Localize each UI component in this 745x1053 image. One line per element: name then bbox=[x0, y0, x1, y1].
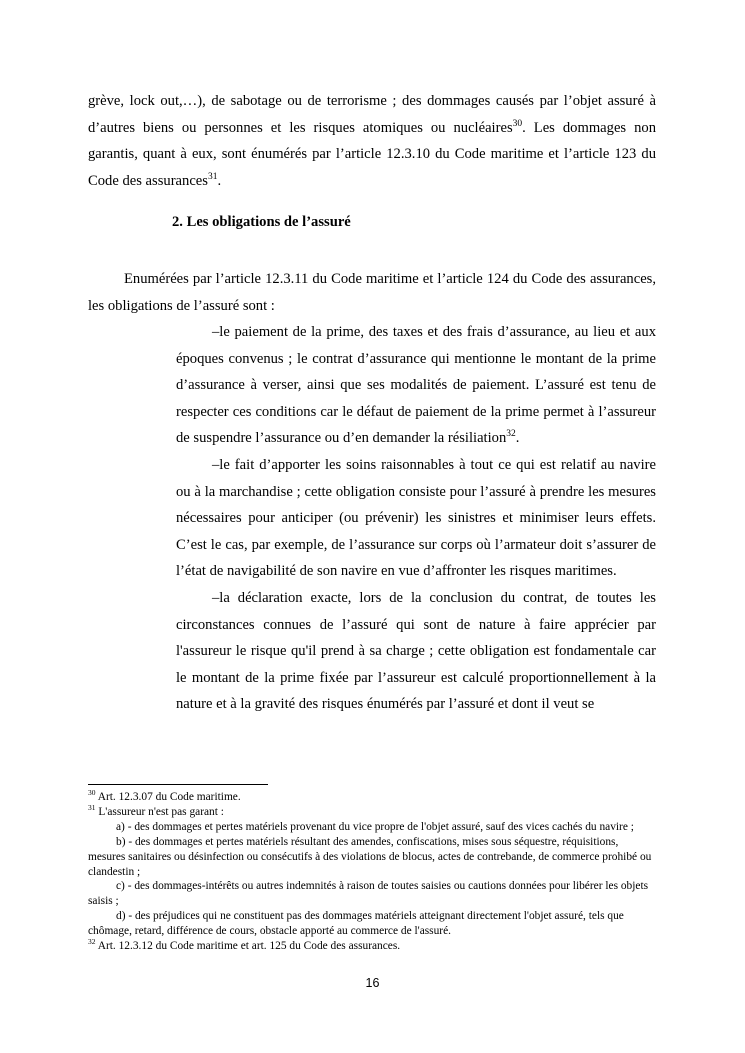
obligation-text: –le paiement de la prime, des taxes et des frais d’assurance, au lieu et aux époques convenus ; le contrat d’assurance qui mentionne le montant de la prime d’assurance à verser, ainsi que ses modalités de paiement. L’assuré est tenu de respecter ces conditions car le défaut de paiement de la prime permet à l’assureur de suspendre l’assurance ou d’en demander la résiliation bbox=[176, 324, 656, 447]
obligation-text: –la déclaration exacte, lors de la conclusion du contrat, de toutes les circonstances connues de l’assuré qui sont de nature à faire apprécier par l'assureur le risque qu'il prend à sa charge ; cette obligation est fondamentale car le montant de la prime fixée par l’assureur est calculé proportionnellement à la nature et à la gravité des risques énumérés par l’assuré et dont il veut se bbox=[176, 589, 656, 713]
page-number: 16 bbox=[365, 976, 380, 990]
footnote-31 bbox=[88, 805, 656, 820]
intro-paragraph-block bbox=[88, 88, 656, 194]
footnote-32 bbox=[88, 939, 656, 954]
footnote-ref-30[interactable]: 30 bbox=[512, 118, 523, 129]
footnote-31-item: c) - des dommages-intérêts ou autres indemnités à raison de toutes saisies ou cautions données pour libérer les objets saisis ; bbox=[88, 880, 649, 908]
footnotes bbox=[88, 790, 656, 954]
obligation-item bbox=[176, 585, 656, 718]
intro-text: grève, lock out,…), de sabotage ou de terrorisme ; des dommages causés par l’objet assuré à d’autres biens ou personnes et les risques atomiques ou nucléaires bbox=[88, 93, 656, 136]
footnote-31-item: b) - des dommages et pertes matériels résultant des amendes, confiscations, mises sous séquestre, réquisitions, mesures sanitaires ou désinfection ou consécutifs à des violations de blocus, actes de contrebande, de commerce prohibé ou clandestin ; bbox=[88, 835, 652, 878]
footnote-text: Art. 12.3.12 du Code maritime et art. 125 du Code des assurances. bbox=[95, 940, 401, 953]
obligations-list bbox=[176, 319, 656, 718]
footnote-text: Art. 12.3.07 du Code maritime. bbox=[95, 791, 241, 803]
footnote-ref-31[interactable]: 31 bbox=[207, 171, 218, 182]
obligation-item bbox=[176, 319, 656, 452]
footnote-number: 30 bbox=[88, 788, 96, 798]
section-heading: 2. Les obligations de l’assuré bbox=[172, 214, 351, 230]
obligation-text-end: . bbox=[515, 430, 520, 447]
footnote-text: L'assureur n'est pas garant : bbox=[95, 805, 224, 818]
footnote-number: 32 bbox=[88, 937, 96, 947]
lead-paragraph-block bbox=[88, 266, 656, 319]
footnote-number: 31 bbox=[88, 803, 96, 813]
intro-paragraph bbox=[88, 88, 656, 194]
footnote-30 bbox=[88, 790, 656, 805]
intro-text-end: . bbox=[217, 172, 222, 189]
footnote-31-item: a) - des dommages et pertes matériels provenant du vice propre de l'objet assuré, sauf des vices cachés du navire ; bbox=[116, 820, 634, 833]
footnote-ref-32[interactable]: 32 bbox=[506, 429, 516, 440]
obligation-item bbox=[176, 452, 656, 585]
footnote-separator bbox=[88, 784, 268, 785]
footnote-31-item: d) - des préjudices qui ne constituent pas des dommages matériels atteignant directement l'objet assuré, tels que chômage, retard, différence de cours, obstacle apporté au commerce de l'assuré. bbox=[88, 910, 624, 938]
obligation-text: –le fait d’apporter les soins raisonnables à tout ce qui est relatif au navire ou à la marchandise ; cette obligation consiste pour l’assuré à prendre les mesures nécessaires pour anticiper (ou prévenir) les sinistres et minimiser leurs effets. C’est le cas, par exemple, de l’assurance sur corps où l’armateur doit s’assurer de l’état de navigabilité de son navire en vue d’affronter les risques maritimes. bbox=[176, 456, 656, 580]
lead-paragraph: Enumérées par l’article 12.3.11 du Code maritime et l’article 124 du Code des assurances, les obligations de l’assuré sont : bbox=[88, 271, 656, 314]
intro-text-continued: . Les dommages non garantis, quant à eux, sont énumérés par l’article 12.3.10 du Code maritime et l’article 123 du Code des assurances bbox=[88, 119, 656, 189]
